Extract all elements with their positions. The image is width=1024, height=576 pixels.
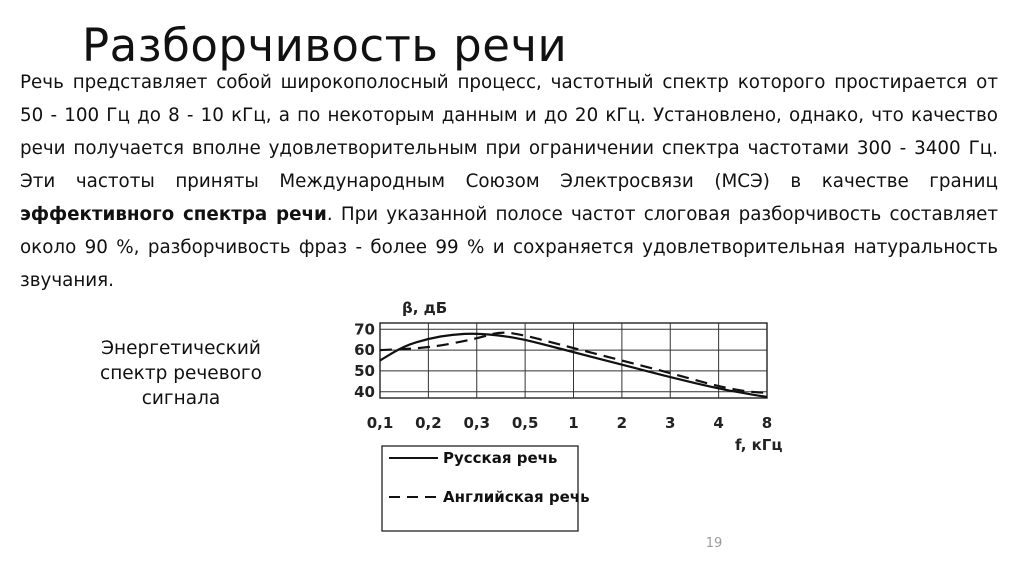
chart-legend: [382, 446, 590, 531]
y-tick-label: 40: [354, 382, 375, 401]
paragraph-bold-term: эффективного спектра речи: [20, 204, 327, 225]
x-tick-label: 4: [713, 414, 724, 432]
y-tick-label: 60: [354, 341, 375, 360]
x-tick-label: 0,5: [511, 414, 539, 432]
y-tick-label: 70: [354, 320, 375, 339]
x-tick-label: 0,1: [366, 414, 394, 432]
slide-title: Разборчивость речи: [82, 19, 568, 72]
x-tick-label: 0,3: [463, 414, 491, 432]
chart-ticks: [354, 320, 772, 432]
x-axis-label: f, кГц: [735, 436, 783, 454]
chart-caption: Энергетический спектр речевого сигнала: [100, 338, 262, 409]
x-tick-label: 8: [761, 414, 773, 432]
x-tick-label: 2: [616, 414, 628, 432]
x-tick-label: 1: [568, 414, 579, 432]
legend-label-english: Английская речь: [443, 488, 590, 506]
legend-label-russian: Русская речь: [443, 449, 558, 467]
y-axis-label: β, дБ: [402, 299, 448, 317]
paragraph-text-1: Речь представляет собой широкополосный процесс, частотный спектр которого простирается от 50 - 100 Гц до 8 - 10 кГц, а по некоторым данным и до 20 кГц. Установлено, однако, что качество речи получается вполне удовлетворительным при ограничении спектра частотами 300 - 3400 Гц. Эти частоты приняты Международным Союзом Электросвязи (МСЭ) в качестве границ: [20, 72, 998, 192]
x-tick-label: 0,2: [415, 414, 442, 432]
paragraph-text-2: . При указанной полосе частот слоговая разборчивость составляет около 90 %, разборчивость фраз - более 99 % и сохраняется удовлетворительная натуральность звучания.: [20, 204, 999, 291]
page-number: 19: [705, 536, 723, 551]
y-tick-label: 50: [354, 361, 375, 380]
x-tick-label: 3: [665, 414, 676, 432]
